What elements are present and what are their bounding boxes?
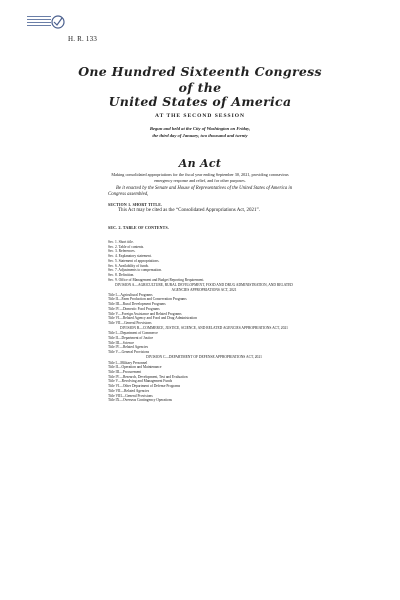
division-c-title: Title VII—Related Agencies [108, 388, 150, 393]
section-1-heading: SECTION 1. SHORT TITLE. [108, 203, 163, 207]
authenticated-gpo-seal [27, 14, 65, 32]
begun-line-1: Begun and held at the City of Washington on Friday, [149, 126, 251, 131]
begun-held-statement [0, 126, 400, 139]
division-a-title: Title II—Farm Production and Conservation Programs [108, 297, 187, 302]
division-c-title: Title V—Revolving and Management Funds [108, 379, 173, 384]
begun-line-2: the third day of January, two thousand and twenty [152, 132, 248, 138]
division-a-title: Title IV—Domestic Food Programs [108, 306, 160, 311]
division-a-heading: DIVISION A—AGRICULTURE, RURAL DEVELOPMENT, FOOD AND DRUG ADMINISTRATION, AND RELATED AGENCIES APPROPRIATIONS ACT, 2021 [115, 282, 293, 292]
division-b-title: Title V—General Provisions [108, 350, 150, 355]
division-c-heading: DIVISION C—DEPARTMENT OF DEFENSE APPROPRIATIONS ACT, 2021 [146, 355, 262, 360]
section-1 [108, 203, 300, 214]
toc-entry: Sec. 8. Definition. [108, 272, 135, 277]
section-2-heading: SEC. 2. TABLE OF CONTENTS. [108, 226, 170, 230]
division-c-title: Title III—Procurement [108, 369, 142, 374]
toc-entry: Sec. 4. Explanatory statement. [108, 254, 152, 259]
section-1-text: This Act may be cited as the “Consolidated Appropriations Act, 2021”. [118, 208, 260, 214]
enacting-clause: Be it enacted by the Senate and House of Representatives of the United States of America in Congress assembled, [108, 186, 293, 198]
act-purpose: Making consolidated appropriations for the fiscal year ending September 30, 2021, providing coronavirus emergency response and relief, and for other purposes. [111, 172, 289, 183]
toc-entry: Sec. 3. References. [108, 249, 136, 254]
division-a-title: Title VI—Related Agency and Food and Drug Administration [108, 316, 197, 321]
toc-entry: Sec. 7. Adjustments to compensation. [108, 268, 163, 273]
division-c-title: Title IX—Overseas Contingency Operations [108, 398, 173, 403]
division-a-title: Title I—Agricultural Programs [108, 292, 153, 297]
toc-entry: Sec. 6. Availability of funds. [108, 263, 149, 268]
division-c-title: Title VIII—General Provisions [108, 393, 153, 398]
congress-title-of-the: of the [178, 80, 222, 95]
division-b-title: Title IV—Related Agencies [108, 345, 148, 350]
congress-title-country: United States of America [108, 94, 292, 109]
table-of-contents [108, 240, 300, 403]
division-c-title: Title VI—Other Department of Defense Programs [108, 384, 181, 389]
division-b-title: Title I—Department of Commerce [108, 331, 158, 336]
division-b-heading: DIVISION B—COMMERCE, JUSTICE, SCIENCE, AND RELATED AGENCIES APPROPRIATIONS ACT, 2021 [120, 326, 288, 331]
toc-entry: Sec. 5. Statement of appropriations. [108, 258, 160, 263]
division-a-title: Title V—Foreign Assistance and Related Programs [108, 311, 182, 316]
division-a-title: Title III—Rural Development Programs [108, 302, 166, 307]
division-b-title: Title II—Department of Justice [108, 336, 154, 341]
division-a-title: Title VII—General Provisions [108, 320, 152, 325]
gpo-seal-icon [27, 14, 65, 32]
congress-title: One Hundred Sixteenth Congress [78, 64, 322, 79]
division-c-title: Title I—Military Personnel [108, 360, 148, 365]
division-b-title: Title III—Science [108, 340, 134, 345]
toc-entry: Sec. 1. Short title. [108, 240, 134, 244]
bill-number: H. R. 133 [68, 35, 98, 43]
session-line: AT THE SECOND SESSION [155, 113, 245, 119]
toc-entry: Sec. 2. Table of contents. [108, 244, 145, 249]
division-c-title: Title II—Operation and Maintenance [108, 365, 162, 370]
section-2-heading-block [108, 226, 300, 231]
division-c-title: Title IV—Research, Development, Test and Evaluation [108, 374, 188, 379]
act-title: An Act [178, 157, 222, 170]
toc-entry: Sec. 9. Office of Management and Budget Reporting Requirement. [108, 277, 205, 282]
